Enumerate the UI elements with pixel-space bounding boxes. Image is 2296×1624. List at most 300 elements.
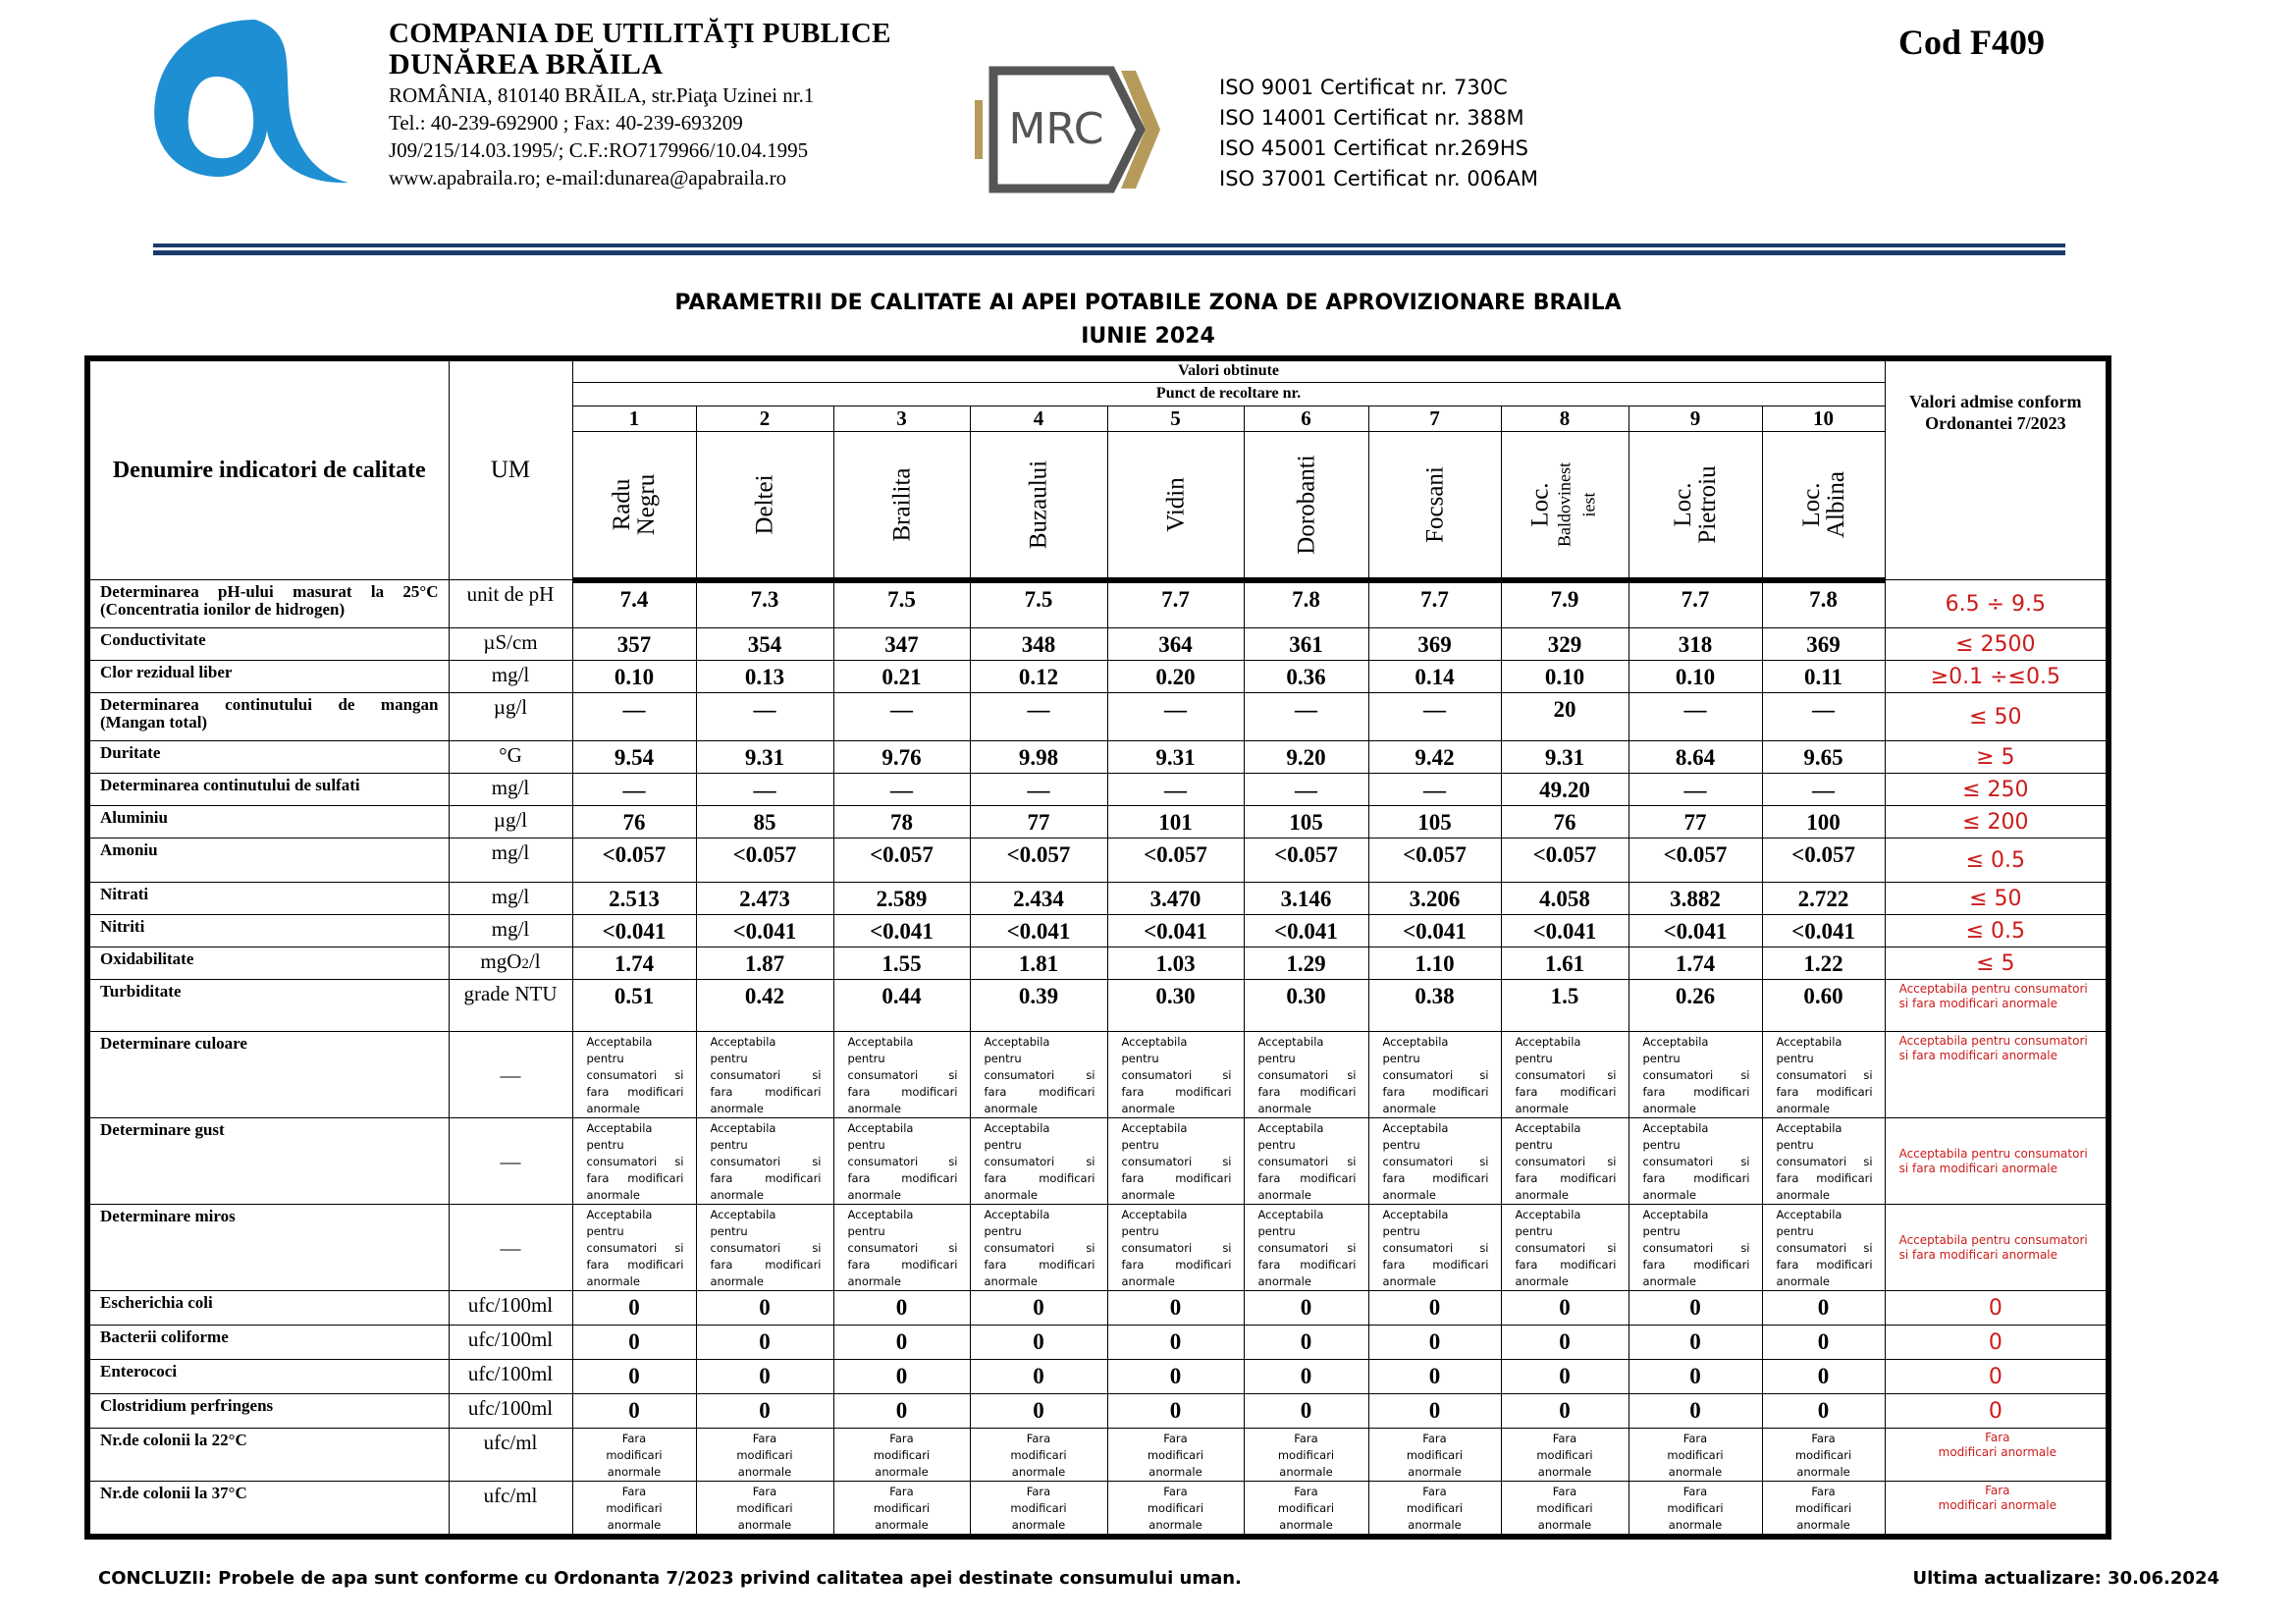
- acc-line: [1383, 1084, 1489, 1101]
- acceptable-cell: [1629, 1205, 1762, 1291]
- header-rule: [153, 250, 2065, 255]
- table-row: [87, 1394, 2109, 1429]
- acc-line: [1516, 1084, 1617, 1101]
- acc-word: modificari: [901, 1171, 958, 1185]
- acc-line: [1516, 1067, 1617, 1084]
- value-cell: <0.057: [572, 839, 696, 883]
- table-row: [87, 1205, 2109, 1291]
- value-cell: 7.4: [572, 580, 696, 628]
- no-change-cell: [1107, 1482, 1244, 1538]
- acc-word: si: [1740, 1241, 1750, 1255]
- acc-word: si: [1479, 1068, 1489, 1082]
- acc-word: si: [1740, 1155, 1750, 1168]
- acc-word: consumatori: [586, 1068, 658, 1082]
- unit: ufc/100ml: [449, 1326, 572, 1360]
- acc-line: anormale: [1382, 1102, 1436, 1115]
- value-cell: 354: [696, 628, 833, 661]
- acc-line: Acceptabila: [1257, 1208, 1324, 1221]
- acc-line: Acceptabila: [1642, 1035, 1709, 1049]
- iso-line: ISO 9001 Certificat nr. 730C: [1219, 76, 1508, 99]
- acceptable-cell: [1501, 1032, 1629, 1118]
- value-cell: 7.7: [1368, 580, 1501, 628]
- acceptable-cell: [572, 1205, 696, 1291]
- parameter-name: Determinarea continutului de sulfati: [87, 774, 449, 806]
- acc-word: modificari: [1560, 1171, 1617, 1185]
- acc-line: pentru: [710, 1052, 748, 1065]
- acc-word: modificari: [765, 1171, 822, 1185]
- value-cell: 0: [1762, 1326, 1885, 1360]
- table-row: [87, 661, 2109, 693]
- acceptable-cell: [572, 1118, 696, 1205]
- acc-line: Acceptabila: [984, 1121, 1050, 1135]
- point-number: 6: [1244, 406, 1368, 431]
- value-cell: —: [1629, 774, 1762, 806]
- value-cell: 1.22: [1762, 947, 1885, 980]
- no-change-cell: [1501, 1429, 1629, 1482]
- value-cell: 0: [1368, 1394, 1501, 1429]
- point-name-cell: [833, 431, 970, 580]
- value-cell: —: [696, 693, 833, 741]
- acc-line: [1122, 1257, 1232, 1273]
- fara-line: anormale: [1537, 1518, 1592, 1532]
- table-row: [87, 1326, 2109, 1360]
- value-cell: 7.3: [696, 580, 833, 628]
- acc-line: anormale: [847, 1102, 901, 1115]
- acc-word: modificari: [1693, 1171, 1750, 1185]
- acc-line: Acceptabila: [586, 1121, 653, 1135]
- value-cell: 0: [1107, 1326, 1244, 1360]
- acc-word: si: [1086, 1155, 1095, 1168]
- point-name-cell: [1501, 431, 1629, 580]
- acc-line: Acceptabila: [586, 1208, 653, 1221]
- acc-line: anormale: [1776, 1274, 1830, 1288]
- point-name-line: Buzaului: [1025, 460, 1052, 549]
- acc-line: [587, 1170, 684, 1187]
- point-name-line: Vidin: [1162, 476, 1189, 532]
- fara-line: Fara: [1163, 1485, 1188, 1498]
- acc-word: modificari: [1432, 1085, 1489, 1099]
- acc-word: consumatori: [1382, 1241, 1454, 1255]
- acc-line: anormale: [1257, 1102, 1311, 1115]
- no-change-cell: [1244, 1429, 1368, 1482]
- parameter-name: Nitriti: [87, 915, 449, 947]
- acc-word: modificari: [1432, 1171, 1489, 1185]
- point-name-cell: [970, 431, 1107, 580]
- acc-line: Acceptabila: [1776, 1208, 1842, 1221]
- admissible-value: ≤ 200: [1885, 806, 2109, 839]
- acc-line: pentru: [847, 1052, 885, 1065]
- value-cell: 3.882: [1629, 883, 1762, 915]
- fara-line: Fara: [1985, 1431, 2010, 1444]
- point-name-cell: [696, 431, 833, 580]
- acc-line: [1643, 1240, 1750, 1257]
- value-cell: <0.041: [1762, 915, 1885, 947]
- fara-line: [1899, 1498, 2097, 1513]
- acc-line: Acceptabila: [847, 1035, 914, 1049]
- value-cell: 7.7: [1629, 580, 1762, 628]
- unit: µg/l: [449, 806, 572, 839]
- acc-word: modificari: [1432, 1258, 1489, 1272]
- value-cell: 0.21: [833, 661, 970, 693]
- unit: ufc/100ml: [449, 1360, 572, 1394]
- acc-word: si: [674, 1068, 684, 1082]
- acc-word: modificari: [1039, 1085, 1095, 1099]
- acc-line: [711, 1084, 822, 1101]
- acc-word: fara: [586, 1085, 610, 1099]
- acceptable-cell: [1762, 1032, 1885, 1118]
- table-row: [87, 741, 2109, 774]
- value-cell: 9.54: [572, 741, 696, 774]
- acc-word: si: [1863, 1155, 1873, 1168]
- value-cell: <0.041: [1107, 915, 1244, 947]
- value-cell: <0.041: [970, 915, 1107, 947]
- acc-line: [1122, 1154, 1232, 1170]
- value-cell: 101: [1107, 806, 1244, 839]
- acc-line: pentru: [1515, 1224, 1553, 1238]
- acc-word: consumatori: [1776, 1155, 1847, 1168]
- no-change-cell: [1368, 1429, 1501, 1482]
- fara-line: Fara: [1811, 1485, 1836, 1498]
- acc-word: fara: [847, 1085, 871, 1099]
- value-cell: 76: [1501, 806, 1629, 839]
- value-cell: 0: [572, 1326, 696, 1360]
- fara-line: anormale: [1408, 1465, 1462, 1479]
- value-cell: 0: [1501, 1394, 1629, 1429]
- unit: —: [449, 1032, 572, 1118]
- fara-line: modificari: [1536, 1448, 1593, 1462]
- acc-line: Acceptabila: [1382, 1208, 1449, 1221]
- value-cell: 0: [1107, 1291, 1244, 1326]
- value-cell: 0: [833, 1360, 970, 1394]
- acc-line: pentru: [1257, 1052, 1296, 1065]
- value-cell: —: [1368, 693, 1501, 741]
- point-name-cell: [1368, 431, 1501, 580]
- value-cell: 0: [970, 1394, 1107, 1429]
- point-header: Punct de recoltare nr.: [572, 382, 1885, 406]
- value-cell: <0.057: [1244, 839, 1368, 883]
- acc-line: [848, 1257, 958, 1273]
- acceptable-cell: [696, 1118, 833, 1205]
- value-cell: 2.473: [696, 883, 833, 915]
- table-row: [87, 580, 2109, 628]
- parameter-name: Amoniu: [87, 839, 449, 883]
- value-cell: 0.38: [1368, 980, 1501, 1032]
- parameter-name: Duritate: [87, 741, 449, 774]
- fara-line: anormale: [1796, 1518, 1850, 1532]
- acc-line: Acceptabila: [710, 1121, 776, 1135]
- fara-line: anormale: [1668, 1465, 1723, 1479]
- value-cell: 9.65: [1762, 741, 1885, 774]
- value-cell: 369: [1762, 628, 1885, 661]
- acc-word: consumatori: [1257, 1068, 1329, 1082]
- value-cell: <0.041: [572, 915, 696, 947]
- admissible-value: ≥0.1 ÷≤0.5: [1885, 661, 2109, 693]
- fara-line: modificari: [736, 1501, 793, 1515]
- point-name-cell: [1629, 431, 1762, 580]
- acc-line: [1383, 1154, 1489, 1170]
- admissible-value: Acceptabila pentru consumatori si fara modificari anormale: [1885, 980, 2109, 1032]
- point-number: 8: [1501, 406, 1629, 431]
- fara-line: modificari: [873, 1501, 931, 1515]
- acc-line: [848, 1154, 958, 1170]
- no-change-cell: [1244, 1482, 1368, 1538]
- fara-line: modificari: [1277, 1501, 1335, 1515]
- value-cell: 0: [970, 1326, 1107, 1360]
- value-cell: —: [1107, 693, 1244, 741]
- acceptable-cell: [970, 1205, 1107, 1291]
- acc-line: [587, 1067, 684, 1084]
- acc-line: [1122, 1084, 1232, 1101]
- table-row: [87, 1291, 2109, 1326]
- report-period: IUNIE 2024: [1081, 324, 1215, 349]
- acc-line: [1122, 1240, 1232, 1257]
- value-cell: —: [970, 774, 1107, 806]
- fara-line: Fara: [1682, 1432, 1708, 1445]
- acc-line: [711, 1154, 822, 1170]
- parameter-name: Determinarea pH-ului masurat la 25°C (Concentratia ionilor de hidrogen): [87, 580, 449, 628]
- acc-word: si: [1607, 1155, 1617, 1168]
- fara-line: modificari: [1794, 1501, 1852, 1515]
- parameter-name: Nr.de colonii la 37°C: [87, 1482, 449, 1538]
- acc-word: consumatori: [1642, 1155, 1714, 1168]
- acc-line: [985, 1257, 1095, 1273]
- acc-word: fara: [1121, 1085, 1145, 1099]
- acc-word: si: [948, 1241, 958, 1255]
- fara-line: anormale: [1796, 1465, 1850, 1479]
- form-code: Cod F409: [1897, 23, 2045, 62]
- value-cell: 7.7: [1107, 580, 1244, 628]
- no-change-cell: [696, 1482, 833, 1538]
- acc-word: modificari: [1300, 1085, 1357, 1099]
- acc-line: pentru: [1382, 1138, 1420, 1152]
- parameter-name: Oxidabilitate: [87, 947, 449, 980]
- fara-line: Fara: [1682, 1485, 1708, 1498]
- value-cell: 0: [1107, 1394, 1244, 1429]
- unit: mgO2/l: [449, 947, 572, 980]
- acceptable-cell: [1629, 1032, 1762, 1118]
- value-cell: 2.434: [970, 883, 1107, 915]
- acc-line: pentru: [710, 1138, 748, 1152]
- value-cell: 7.9: [1501, 580, 1629, 628]
- admissible-value: ≤ 0.5: [1885, 915, 2109, 947]
- value-cell: 364: [1107, 628, 1244, 661]
- acc-line: [711, 1257, 822, 1273]
- parameter-name: Nr.de colonii la 22°C: [87, 1429, 449, 1482]
- fara-line: modificari: [1277, 1448, 1335, 1462]
- point-name-line: iest: [1578, 492, 1599, 516]
- acc-word: modificari: [1175, 1258, 1232, 1272]
- acc-line: anormale: [1515, 1102, 1569, 1115]
- value-cell: 0: [970, 1291, 1107, 1326]
- value-cell: 20: [1501, 693, 1629, 741]
- fara-word: modificari: [1938, 1445, 1998, 1459]
- acc-word: si: [1222, 1241, 1232, 1255]
- acc-line: [711, 1170, 822, 1187]
- acc-line: [1122, 1170, 1232, 1187]
- acc-line: pentru: [586, 1052, 624, 1065]
- no-change-cell: [1501, 1482, 1629, 1538]
- acc-word: modificari: [627, 1171, 684, 1185]
- unit: —: [449, 1205, 572, 1291]
- acc-line: Acceptabila: [1382, 1035, 1449, 1049]
- acc-line: anormale: [984, 1102, 1038, 1115]
- point-name-line: Pietroiu: [1694, 464, 1721, 544]
- point-name: [1294, 455, 1318, 554]
- acc-word: fara: [1515, 1258, 1538, 1272]
- no-change-cell: [833, 1429, 970, 1482]
- acc-word: consumatori: [710, 1241, 781, 1255]
- acc-word: modificari: [1300, 1171, 1357, 1185]
- acceptable-cell: [1368, 1118, 1501, 1205]
- value-cell: 0: [572, 1394, 696, 1429]
- acc-line: [1383, 1240, 1489, 1257]
- acc-word: consumatori: [710, 1068, 781, 1082]
- acc-line: anormale: [984, 1188, 1038, 1202]
- point-name-cell: [1762, 431, 1885, 580]
- company-phone: Tel.: 40-239-692900 ; Fax: 40-239-693209: [389, 111, 743, 135]
- fara-line: modificari: [606, 1501, 663, 1515]
- table-row: [87, 693, 2109, 741]
- parameter-name: Determinare culoare: [87, 1032, 449, 1118]
- acc-word: modificari: [765, 1258, 822, 1272]
- acc-line: [1383, 1257, 1489, 1273]
- parameter-name: Enterococi: [87, 1360, 449, 1394]
- acc-word: si: [948, 1155, 958, 1168]
- acc-line: Acceptabila: [1776, 1035, 1842, 1049]
- fara-line: anormale: [1537, 1465, 1592, 1479]
- admissible-value: Acceptabila pentru consumatori si fara modificari anormale: [1885, 1118, 2109, 1205]
- acc-line: anormale: [1121, 1274, 1175, 1288]
- acc-word: si: [1863, 1068, 1873, 1082]
- acc-line: anormale: [1515, 1274, 1569, 1288]
- value-cell: <0.057: [1762, 839, 1885, 883]
- unit: µg/l: [449, 693, 572, 741]
- value-cell: 348: [970, 628, 1107, 661]
- col-header-um: UM: [449, 358, 572, 580]
- point-name-line: Loc.: [1670, 481, 1696, 527]
- acc-line: anormale: [984, 1274, 1038, 1288]
- value-cell: 0: [970, 1360, 1107, 1394]
- acc-word: consumatori: [1382, 1155, 1454, 1168]
- fara-line: modificari: [606, 1448, 663, 1462]
- acc-word: modificari: [1560, 1258, 1617, 1272]
- acceptable-cell: [1368, 1032, 1501, 1118]
- value-cell: —: [970, 693, 1107, 741]
- fara-line: modificari: [1147, 1501, 1204, 1515]
- value-cell: 9.76: [833, 741, 970, 774]
- value-cell: <0.041: [1501, 915, 1629, 947]
- fara-line: modificari: [1667, 1448, 1724, 1462]
- acc-word: modificari: [1693, 1085, 1750, 1099]
- value-cell: —: [1368, 774, 1501, 806]
- acc-line: pentru: [1776, 1224, 1814, 1238]
- value-cell: 9.31: [1501, 741, 1629, 774]
- acceptable-cell: [1368, 1205, 1501, 1291]
- value-cell: 0.42: [696, 980, 833, 1032]
- acc-word: fara: [1776, 1085, 1799, 1099]
- acc-line: anormale: [1776, 1188, 1830, 1202]
- fara-line: Fara: [889, 1432, 914, 1445]
- acc-line: [985, 1067, 1095, 1084]
- acceptable-cell: [1501, 1118, 1629, 1205]
- value-cell: 1.29: [1244, 947, 1368, 980]
- admissible-value: ≤ 50: [1885, 693, 2109, 741]
- iso-line: ISO 45001 Certificat nr.269HS: [1219, 136, 1528, 160]
- acc-line: Acceptabila: [586, 1035, 653, 1049]
- acceptable-cell: [1244, 1205, 1368, 1291]
- fara-line: anormale: [737, 1518, 792, 1532]
- fara-line: modificari: [1406, 1501, 1464, 1515]
- acc-word: consumatori: [984, 1068, 1055, 1082]
- value-cell: 1.03: [1107, 947, 1244, 980]
- value-cell: —: [1244, 693, 1368, 741]
- acc-line: Acceptabila: [847, 1121, 914, 1135]
- acc-line: Acceptabila: [984, 1035, 1050, 1049]
- table-row: [87, 628, 2109, 661]
- acc-word: modificari: [1300, 1258, 1357, 1272]
- value-cell: 347: [833, 628, 970, 661]
- acc-line: [1122, 1067, 1232, 1084]
- unit: mg/l: [449, 661, 572, 693]
- value-cell: 0: [1762, 1360, 1885, 1394]
- point-name: [1799, 470, 1848, 537]
- acc-line: [1258, 1257, 1357, 1273]
- acc-line: anormale: [710, 1102, 764, 1115]
- value-cell: <0.057: [1629, 839, 1762, 883]
- acc-line: [587, 1084, 684, 1101]
- company-info: [389, 20, 938, 191]
- value-cell: 3.146: [1244, 883, 1368, 915]
- parameter-name: Determinare gust: [87, 1118, 449, 1205]
- value-cell: 0: [1629, 1326, 1762, 1360]
- fara-line: Fara: [1026, 1432, 1051, 1445]
- value-cell: —: [1244, 774, 1368, 806]
- value-cell: 1.10: [1368, 947, 1501, 980]
- value-cell: 0: [1244, 1326, 1368, 1360]
- acceptable-cell: [696, 1205, 833, 1291]
- no-change-cell: [1629, 1482, 1762, 1538]
- value-cell: 0: [1107, 1360, 1244, 1394]
- acc-word: fara: [847, 1258, 871, 1272]
- value-cell: 0.10: [1501, 661, 1629, 693]
- table-row: [87, 839, 2109, 883]
- acc-line: [587, 1154, 684, 1170]
- acc-word: fara: [1776, 1171, 1799, 1185]
- value-cell: —: [696, 774, 833, 806]
- fara-line: Fara: [752, 1432, 777, 1445]
- acc-line: anormale: [1121, 1188, 1175, 1202]
- acc-line: Acceptabila: [1382, 1121, 1449, 1135]
- value-cell: 0: [1501, 1360, 1629, 1394]
- acc-line: Acceptabila: [1121, 1121, 1188, 1135]
- acc-line: anormale: [1257, 1188, 1311, 1202]
- unit: µS/cm: [449, 628, 572, 661]
- acc-line: pentru: [1121, 1224, 1159, 1238]
- acc-word: modificari: [1816, 1085, 1873, 1099]
- acc-line: pentru: [1515, 1138, 1553, 1152]
- no-change-cell: [1762, 1429, 1885, 1482]
- acc-line: [1258, 1084, 1357, 1101]
- fara-line: Fara: [1422, 1432, 1447, 1445]
- fara-line: anormale: [1148, 1518, 1202, 1532]
- value-cell: 0.30: [1107, 980, 1244, 1032]
- acc-line: Acceptabila: [1515, 1208, 1581, 1221]
- acc-line: Acceptabila: [984, 1208, 1050, 1221]
- point-name-wrap: [1502, 432, 1629, 577]
- value-cell: 0: [1629, 1291, 1762, 1326]
- acc-word: consumatori: [847, 1241, 919, 1255]
- acc-line: [1258, 1154, 1357, 1170]
